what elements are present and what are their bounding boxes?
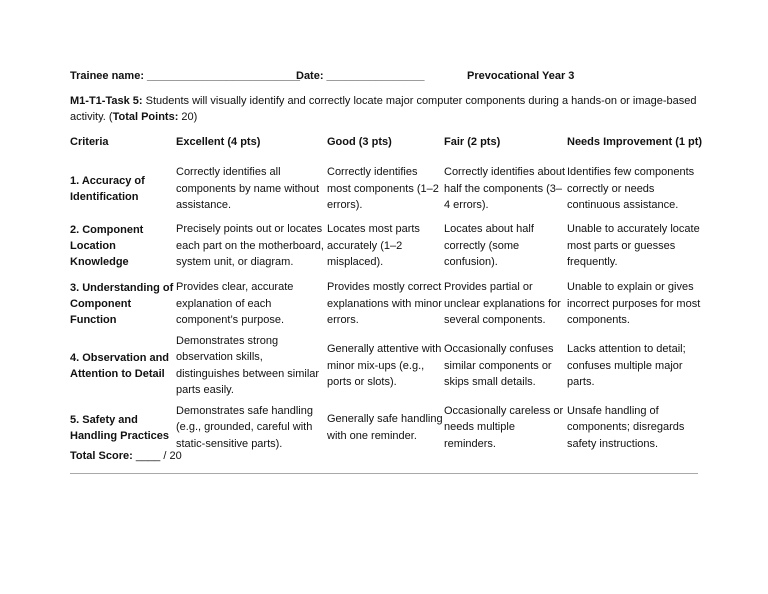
good-cell: Locates most parts accurately (1–2 misplaced). <box>327 223 420 269</box>
header-needs-improvement: Needs Improvement (1 pt) <box>567 136 703 148</box>
needs-improvement-cell: Lacks attention to detail; confuses multiple major parts. <box>567 343 686 389</box>
criteria-cell: 2. Component Location Knowledge <box>70 224 144 268</box>
criteria-cell: 3. Understanding of Component Function <box>70 282 174 326</box>
table-row <box>70 217 704 275</box>
header-excellent: Excellent (4 pts) <box>176 136 261 148</box>
table-row <box>70 399 704 457</box>
excellent-cell: Demonstrates safe handling (e.g., grounded, careful with static-sensitive parts). <box>176 405 313 450</box>
fair-cell: Occasionally confuses similar components or skips small details. <box>444 343 554 389</box>
criteria-cell: 1. Accuracy of Identification <box>70 175 145 203</box>
criteria-cell: 5. Safety and Handling Practices <box>70 413 170 442</box>
total-score <box>70 450 182 462</box>
good-cell: Generally safe handling with one reminder. <box>327 413 443 442</box>
good-cell: Generally attentive with minor mix-ups (e.g., ports or slots). <box>327 343 442 389</box>
task-description <box>70 93 700 125</box>
fair-cell: Provides partial or unclear explanations for several components. <box>444 281 561 327</box>
table-row <box>70 333 704 399</box>
fair-cell: Correctly identifies about half the components (3–4 errors). <box>444 166 566 212</box>
table-row <box>70 157 704 217</box>
task-text: Students will visually identify and correctly locate major computer components during a hands-on or image-based activity. ( <box>70 95 697 123</box>
bottom-divider <box>70 473 698 474</box>
trainee-name-field: Trainee name: _________________________ <box>70 70 300 82</box>
total-score-value: ____ / 20 <box>132 450 182 462</box>
rubric-table <box>70 130 704 457</box>
document-header <box>70 70 710 86</box>
total-points-value: 20) <box>178 111 198 123</box>
total-points-label: Total Points: <box>112 111 179 123</box>
needs-improvement-cell: Identifies few components correctly or needs continuous assistance. <box>567 166 695 212</box>
excellent-cell: Precisely points out or locates each part on the motherboard, system unit, or diagram. <box>176 223 324 269</box>
good-cell: Correctly identifies most components (1–2 errors). <box>327 166 439 212</box>
good-cell: Provides mostly correct explanations with minor errors. <box>327 281 442 327</box>
header-criteria: Criteria <box>70 136 109 148</box>
excellent-cell: Demonstrates strong observation skills, distinguishes between similar parts easily. <box>176 335 320 397</box>
rubric-header-row <box>70 130 704 157</box>
header-fair: Fair (2 pts) <box>444 136 501 148</box>
total-score-label: Total Score: <box>70 450 133 462</box>
excellent-cell: Provides clear, accurate explanation of each component’s purpose. <box>176 281 294 327</box>
task-code: M1-T1-Task 5: <box>70 95 143 107</box>
fair-cell: Occasionally careless or needs multiple reminders. <box>444 405 564 450</box>
date-field: Date: ________________ <box>296 70 425 82</box>
program-label: Prevocational Year 3 <box>467 70 575 82</box>
excellent-cell: Correctly identifies all components by name without assistance. <box>176 166 320 212</box>
fair-cell: Locates about half correctly (some confusion). <box>444 223 534 269</box>
header-good: Good (3 pts) <box>327 136 392 148</box>
needs-improvement-cell: Unable to accurately locate most parts or guesses frequently. <box>567 223 700 269</box>
table-row <box>70 275 704 333</box>
needs-improvement-cell: Unable to explain or gives incorrect purposes for most components. <box>567 281 701 327</box>
criteria-cell: 4. Observation and Attention to Detail <box>70 351 170 380</box>
needs-improvement-cell: Unsafe handling of components; disregards safety instructions. <box>567 405 685 450</box>
